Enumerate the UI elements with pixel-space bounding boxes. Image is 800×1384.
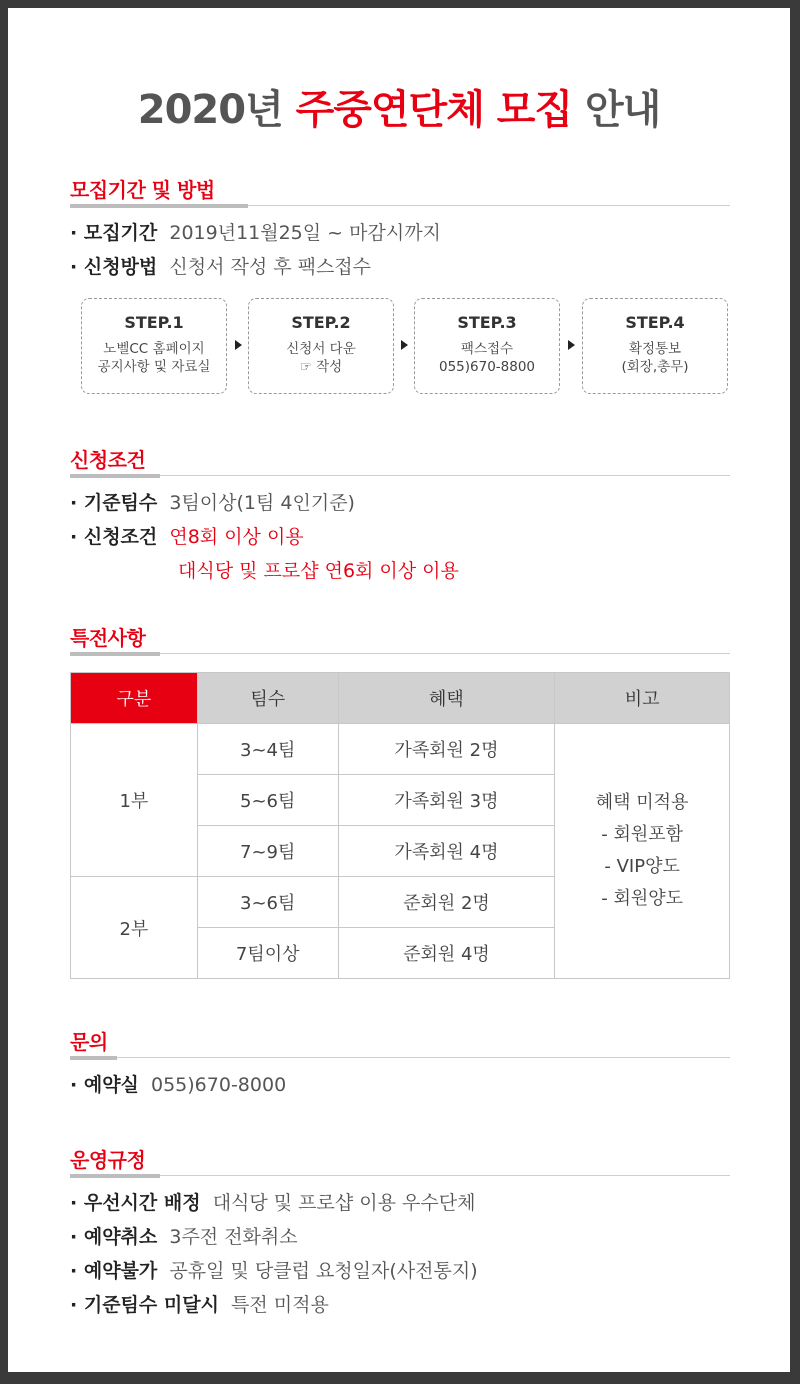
inquiry-label: · 예약실 (70, 1074, 139, 1096)
step-title: STEP.4 (625, 313, 685, 332)
divider (70, 1175, 730, 1176)
notice-page (8, 8, 790, 1372)
teams-cell: 7~9팀 (197, 826, 338, 877)
condition-value: 연8회 이상 이용 (169, 526, 304, 548)
title-prefix: 2020년 (137, 87, 283, 133)
arrow-right-icon (401, 340, 408, 350)
inquiry-section (70, 1026, 730, 1102)
teams-row (70, 486, 730, 520)
column-header: 혜택 (338, 673, 555, 724)
section-header (70, 444, 730, 476)
page-title (8, 78, 790, 135)
step-desc (82, 340, 226, 376)
step-1 (81, 298, 227, 394)
benefit-cell: 준회원 2명 (338, 877, 555, 928)
condition-label: · 신청조건 (70, 526, 157, 548)
rule-value: 공휴일 및 당클럽 요청일자(사전통지) (169, 1260, 478, 1282)
arrow-right-icon (235, 340, 242, 350)
table-row (71, 724, 730, 775)
phone-number: 055)670-8000 (151, 1074, 287, 1096)
rule-row (70, 1220, 730, 1254)
title-highlight: 주중연단체 모집 (295, 87, 573, 133)
section-underline (70, 474, 160, 478)
teams-cell: 3~6팀 (197, 877, 338, 928)
teams-cell: 7팀이상 (197, 928, 338, 979)
conditions-section (70, 444, 730, 588)
section-title: 문의 (70, 1030, 108, 1054)
section-title: 모집기간 및 방법 (70, 178, 215, 202)
teams-label: · 기준팀수 (70, 492, 157, 514)
section-header (70, 1026, 730, 1058)
rule-value: 대식당 및 프로샵 이용 우수단체 (212, 1192, 476, 1214)
note-line: - 회원양도 (601, 888, 684, 909)
rule-row (70, 1254, 730, 1288)
section-header (70, 622, 730, 654)
section-underline (70, 1174, 160, 1178)
divider (70, 475, 730, 476)
section-underline (70, 204, 248, 208)
rule-label: · 우선시간 배정 (70, 1192, 201, 1214)
step-title: STEP.1 (124, 313, 184, 332)
step-title: STEP.2 (291, 313, 351, 332)
period-label: · 모집기간 (70, 222, 157, 244)
rule-value: 3주전 전화취소 (169, 1226, 298, 1248)
step-desc-line: 공지사항 및 자료실 (97, 359, 211, 375)
section-title: 운영규정 (70, 1148, 146, 1172)
step-desc-line: 확정통보 (628, 341, 682, 357)
group-cell: 1부 (71, 724, 198, 877)
inquiry-row (70, 1068, 730, 1102)
rule-row (70, 1288, 730, 1322)
benefit-cell: 가족회원 3명 (338, 775, 555, 826)
step-desc (249, 340, 393, 376)
steps-flow (81, 298, 731, 396)
condition-row (70, 520, 730, 554)
teams-value: 3팀이상(1팀 4인기준) (169, 492, 355, 514)
method-row (70, 250, 730, 284)
note-cell (555, 724, 730, 979)
title-suffix: 안내 (584, 87, 661, 133)
rule-label: · 기준팀수 미달시 (70, 1294, 219, 1316)
note-line: - VIP양도 (604, 856, 680, 877)
benefits-section (70, 622, 730, 654)
teams-cell: 5~6팀 (197, 775, 338, 826)
rule-value: 특전 미적용 (231, 1294, 329, 1316)
benefit-cell: 가족회원 2명 (338, 724, 555, 775)
step-desc-line: 055)670-8800 (438, 359, 536, 375)
rule-row (70, 1186, 730, 1220)
step-desc-line: (회장,총무) (621, 359, 689, 375)
table-header-row (71, 673, 730, 724)
section-title: 특전사항 (70, 626, 146, 650)
column-header: 구분 (71, 673, 198, 724)
condition-value: 대식당 및 프로샵 연6회 이상 이용 (178, 560, 459, 582)
period-value: 2019년11월25일 ~ 마감시까지 (169, 222, 441, 244)
step-desc (415, 340, 559, 376)
teams-cell: 3~4팀 (197, 724, 338, 775)
divider (70, 1057, 730, 1058)
step-2 (248, 298, 394, 394)
column-header: 비고 (555, 673, 730, 724)
section-title: 신청조건 (70, 448, 146, 472)
step-title: STEP.3 (457, 313, 517, 332)
section-header (70, 174, 730, 206)
step-4 (582, 298, 728, 394)
step-desc-line: 신청서 다운 (286, 341, 356, 357)
note-line: 혜택 미적용 (595, 792, 689, 813)
recruit-section (70, 174, 730, 284)
group-cell: 2부 (71, 877, 198, 979)
step-desc-line: 노벨CC 홈페이지 (103, 341, 205, 357)
arrow-right-icon (568, 340, 575, 350)
section-header (70, 1144, 730, 1176)
section-underline (70, 652, 160, 656)
benefits-table (70, 672, 730, 979)
step-desc-line: 팩스접수 (460, 341, 514, 357)
rule-label: · 예약취소 (70, 1226, 157, 1248)
period-row (70, 216, 730, 250)
method-value: 신청서 작성 후 팩스접수 (169, 256, 372, 278)
note-line: - 회원포함 (601, 824, 684, 845)
divider (70, 653, 730, 654)
column-header: 팀수 (197, 673, 338, 724)
rule-label: · 예약불가 (70, 1260, 157, 1282)
step-3 (414, 298, 560, 394)
step-desc (583, 340, 727, 376)
rules-section (70, 1144, 730, 1322)
benefit-cell: 준회원 4명 (338, 928, 555, 979)
step-desc-line: ☞ 작성 (299, 359, 343, 375)
method-label: · 신청방법 (70, 256, 157, 278)
section-underline (70, 1056, 117, 1060)
benefit-cell: 가족회원 4명 (338, 826, 555, 877)
condition-row-2 (70, 554, 730, 588)
